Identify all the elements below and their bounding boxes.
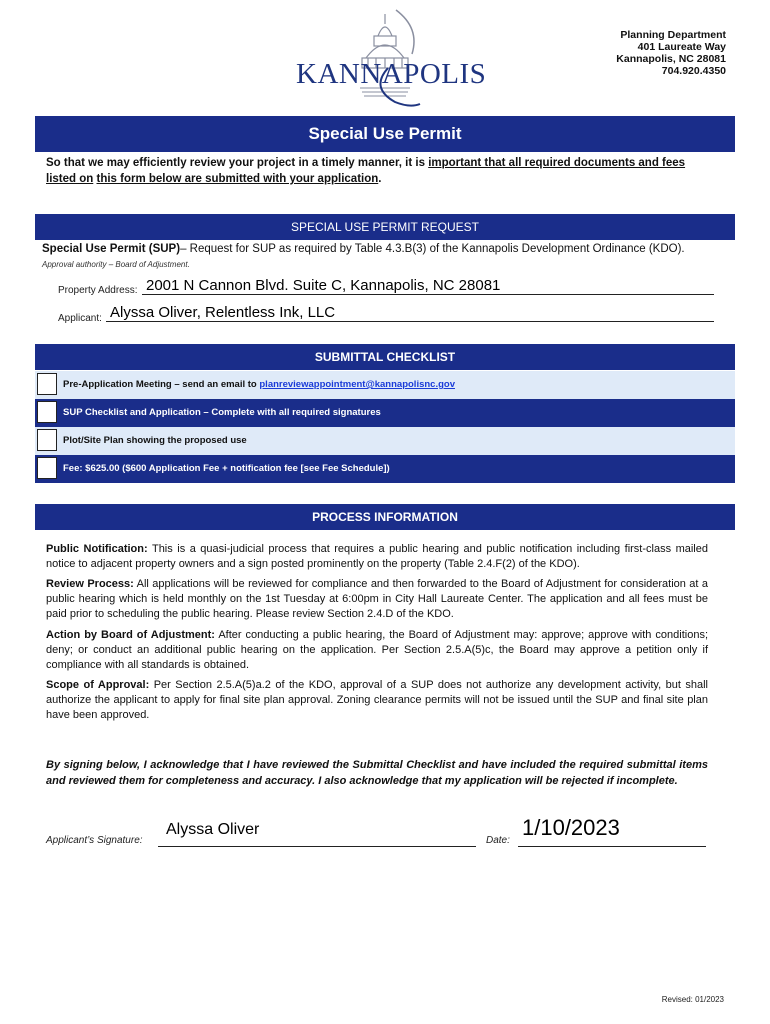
page-title: Special Use Permit bbox=[35, 116, 735, 152]
intro-underlined: important that all required documents and fees listed on bbox=[46, 157, 686, 185]
acknowledgement-text: By signing below, I acknowledge that I have reviewed the Submittal Checklist and have included the required submittal items and reviewed them for completeness and accuracy. I also acknowledge that my application will be rejected if incomplete. bbox=[46, 759, 708, 787]
address-line: 401 Laureate Way bbox=[637, 41, 726, 53]
applicant-value: Alyssa Oliver, Relentless Ink, LLC bbox=[110, 304, 336, 321]
signature-label: Applicant’s Signature: bbox=[46, 835, 143, 846]
intro-part: . bbox=[378, 173, 382, 185]
checklist-item-text: Plot/Site Plan showing the proposed use bbox=[63, 435, 247, 446]
process-paragraph bbox=[46, 678, 708, 723]
process-text: This is a quasi-judicial process that requires a public hearing and public notification including first-class mailed notice to adjacent property owners and a sign posted prominently on the property (Table 2.4.F(2) of the KDO). bbox=[46, 543, 708, 570]
checklist-heading: SUBMITTAL CHECKLIST bbox=[35, 344, 735, 370]
process-text: Per Section 2.5.A(5)a.2 of the KDO, approval of a SUP does not authorize any development activity, but shall authorize the applicant to apply for final site plan approval. Zoning clearance permits will not be issued until the SUP and final site plan have been approved. bbox=[46, 679, 708, 721]
checklist-item bbox=[35, 371, 735, 399]
checklist-item bbox=[35, 455, 735, 483]
address-line: Kannapolis, NC 28081 bbox=[616, 53, 726, 65]
date-label: Date: bbox=[486, 835, 510, 846]
request-section-heading: SPECIAL USE PERMIT REQUEST bbox=[35, 214, 735, 240]
checklist-item-text: SUP Checklist and Application – Complete with all required signatures bbox=[63, 407, 381, 418]
checklist-item-text: Fee: $625.00 ($600 Application Fee + notification fee [see Fee Schedule]) bbox=[63, 463, 390, 474]
intro-part: So that we may efficiently review your project in a timely manner, it is bbox=[46, 157, 429, 169]
process-text: All applications will be reviewed for compliance and then forwarded to the Board of Adjustment for consideration at a public hearing which is held monthly on the 1st Tuesday at 6:00pm in City Hall Laureate Center. The application and all fees must be paid prior to scheduling the public hearing. Please review Section 2.4.D of the KDO. bbox=[46, 578, 709, 620]
checklist-item bbox=[35, 427, 735, 455]
address-line: 704.920.4350 bbox=[661, 65, 726, 77]
date-value: 1/10/2023 bbox=[522, 815, 620, 840]
request-type: Special Use Permit (SUP) bbox=[42, 243, 181, 255]
process-label: Review Process: bbox=[46, 578, 134, 590]
process-label: Public Notification: bbox=[46, 543, 148, 555]
intro-text bbox=[46, 155, 716, 187]
approval-authority-note: Approval authority – Board of Adjustment. bbox=[42, 260, 190, 269]
process-paragraph bbox=[46, 628, 708, 673]
checkbox[interactable] bbox=[37, 457, 57, 479]
email-link[interactable]: planreviewappointment@kannapolisnc.gov bbox=[259, 379, 455, 390]
checklist-item bbox=[35, 399, 735, 427]
process-heading: PROCESS INFORMATION bbox=[35, 504, 735, 530]
process-text: After conducting a public hearing, the Board of Adjustment may: approve; approve with conditions; deny; or conduct an additional public hearing on the application. Per Section 2.5.A(5)c, the Board may approve a petition only if compliance with all standards is obtained. bbox=[46, 629, 708, 671]
applicant-label: Applicant: bbox=[58, 313, 102, 324]
logo-wordmark: KANNAPOLIS bbox=[296, 58, 487, 90]
department-address bbox=[616, 29, 726, 77]
process-label: Action by Board of Adjustment: bbox=[46, 629, 215, 641]
intro-underlined: this form below are submitted with your application bbox=[96, 173, 379, 185]
property-address-label: Property Address: bbox=[58, 285, 138, 296]
checkbox[interactable] bbox=[37, 373, 57, 395]
address-line: Planning Department bbox=[620, 29, 726, 41]
checklist-label: Pre-Application Meeting – send an email to bbox=[63, 379, 260, 390]
request-description bbox=[42, 242, 732, 256]
process-paragraph bbox=[46, 577, 708, 622]
property-address-value: 2001 N Cannon Blvd. Suite C, Kannapolis, NC 28081 bbox=[146, 277, 501, 294]
checkbox[interactable] bbox=[37, 429, 57, 451]
process-paragraph bbox=[46, 542, 708, 572]
revised-date: Revised: 01/2023 bbox=[661, 995, 724, 1004]
request-text: – Request for SUP as required by Table 4.3.B(3) of the Kannapolis Development Ordinance (KDO). bbox=[180, 243, 685, 255]
signature-value: Alyssa Oliver bbox=[166, 821, 260, 838]
checkbox[interactable] bbox=[37, 401, 57, 423]
process-label: Scope of Approval: bbox=[46, 679, 150, 691]
checklist-item-text bbox=[63, 371, 455, 399]
